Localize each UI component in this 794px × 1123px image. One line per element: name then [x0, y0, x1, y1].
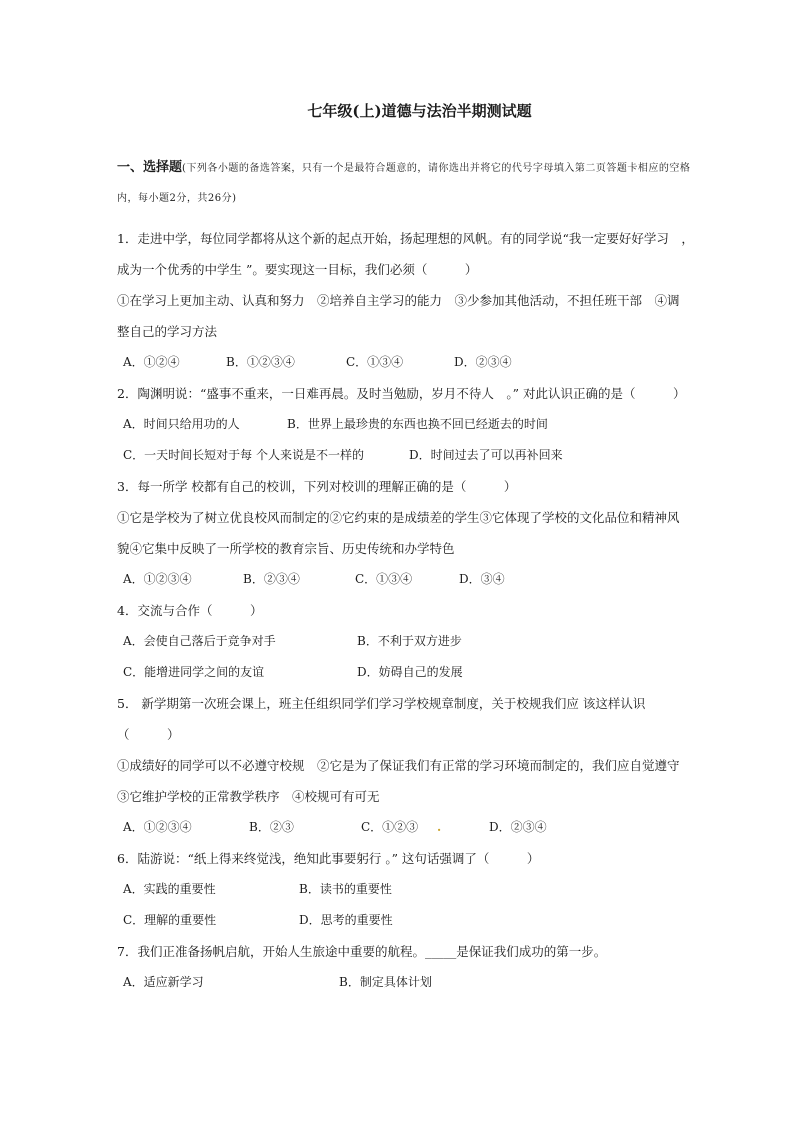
- option-a: A．①②③④: [123, 820, 192, 834]
- option-c: C．①②③: [361, 820, 419, 834]
- question-text: 成为一个优秀的中学生 ”。要实现这一目标，我们必须（ ）: [117, 262, 478, 277]
- question-6: [117, 843, 702, 936]
- option-row: [117, 812, 702, 843]
- option-row: [117, 657, 702, 688]
- option-b: B．①②③④: [226, 355, 295, 369]
- option-b: B．读书的重要性: [299, 882, 392, 896]
- option-a: A．会使自己落后于竞争对手: [123, 634, 276, 648]
- question-1: [117, 223, 702, 378]
- option-c: C．能增进同学之间的友谊: [123, 665, 265, 679]
- option-c: C．①③④: [355, 572, 413, 586]
- option-b: B．②③: [249, 820, 294, 834]
- question-text: 3．每一所学 校都有自己的校训，下列对校训的理解正确的是（ ）: [117, 479, 517, 494]
- section-instructions: [117, 153, 702, 213]
- question-2: [117, 378, 702, 471]
- option-a: A．时间只给用功的人: [123, 417, 240, 431]
- option-a: A．适应新学习: [123, 975, 204, 989]
- option-a: A．①②③④: [123, 572, 192, 586]
- stray-dot-mark: .: [437, 820, 442, 834]
- option-row: [117, 440, 702, 471]
- option-row: [117, 905, 702, 936]
- option-row: [117, 347, 702, 378]
- option-b: B．制定具体计划: [339, 975, 432, 989]
- question-4: [117, 595, 702, 688]
- section-note: (下列各小题的备选答案，只有一个是最符合题意的，请你选出并将它的代号字母填入第二页答题卡相应的空格内，每小题2分，共26分): [117, 163, 691, 204]
- question-text: 4．交流与合作（ ）: [117, 603, 263, 618]
- question-text: ③它维护学校的正常教学秩序 ④校规可有可无: [117, 789, 380, 804]
- question-text: ①成绩好的同学可以不必遵守校规 ②它是为了保证我们有正常的学习环境而制定的，我们应自觉遵守: [117, 758, 680, 773]
- option-row: [117, 409, 702, 440]
- option-a: A．实践的重要性: [123, 882, 216, 896]
- option-row: [117, 967, 702, 998]
- option-row: [117, 626, 702, 657]
- page-title: 七年级(上)道德与法治半期测试题: [307, 102, 532, 120]
- question-text: 貌④它集中反映了一所学校的教育宗旨、历史传统和办学特色: [117, 541, 455, 556]
- option-row: [117, 564, 702, 595]
- question-text: （ ）: [117, 727, 180, 742]
- option-c: C．理解的重要性: [123, 913, 217, 927]
- option-c: C．①③④: [346, 355, 404, 369]
- option-d: D．②③④: [489, 820, 547, 834]
- option-b: B．②③④: [243, 572, 300, 586]
- question-text: ①它是学校为了树立优良校风而制定的②它约束的是成绩差的学生③它体现了学校的文化品位和精神风: [117, 510, 680, 525]
- option-d: D．②③④: [454, 355, 512, 369]
- question-text: 1．走进中学，每位同学都将从这个新的起点开始，扬起理想的风帆。有的同学说“我一定要好好学习 ，: [117, 231, 694, 246]
- option-b: B．世界上最珍贵的东西也换不回已经逝去的时间: [287, 417, 548, 431]
- option-c: C．一天时间长短对于每 个人来说是不一样的: [123, 448, 364, 462]
- option-d: D．思考的重要性: [299, 913, 393, 927]
- question-3: [117, 471, 702, 595]
- option-d: D．时间过去了可以再补回来: [409, 448, 563, 462]
- question-text: 5． 新学期第一次班会课上，班主任组织同学们学习学校规章制度，关于校规我们应 该这样认识: [117, 696, 646, 711]
- option-d: D．妨碍自己的发展: [357, 665, 463, 679]
- option-a: A．①②④: [123, 355, 180, 369]
- option-b: B．不利于双方进步: [357, 634, 462, 648]
- option-row: [117, 874, 702, 905]
- question-text: 2．陶渊明说：“盛事不重来，一日难再晨。及时当勉励，岁月不待人 。” 对此认识正确的是（ ）: [117, 386, 686, 401]
- question-text: 7．我们正准备扬帆启航，开始人生旅途中重要的航程。_____是保证我们成功的第一步。: [117, 944, 607, 959]
- option-d: D．③④: [459, 572, 505, 586]
- section-heading: 一、选择题: [117, 160, 183, 175]
- question-text: 整自己的学习方法: [117, 324, 218, 339]
- question-text: ①在学习上更加主动、认真和努力 ②培养自主学习的能力 ③少参加其他活动，不担任班干部 ④调: [117, 293, 680, 308]
- question-5: [117, 688, 702, 843]
- question-7: [117, 936, 702, 998]
- question-text: 6．陆游说：“纸上得来终觉浅，绝知此事要躬行 。” 这句话强调了（ ）: [117, 851, 540, 866]
